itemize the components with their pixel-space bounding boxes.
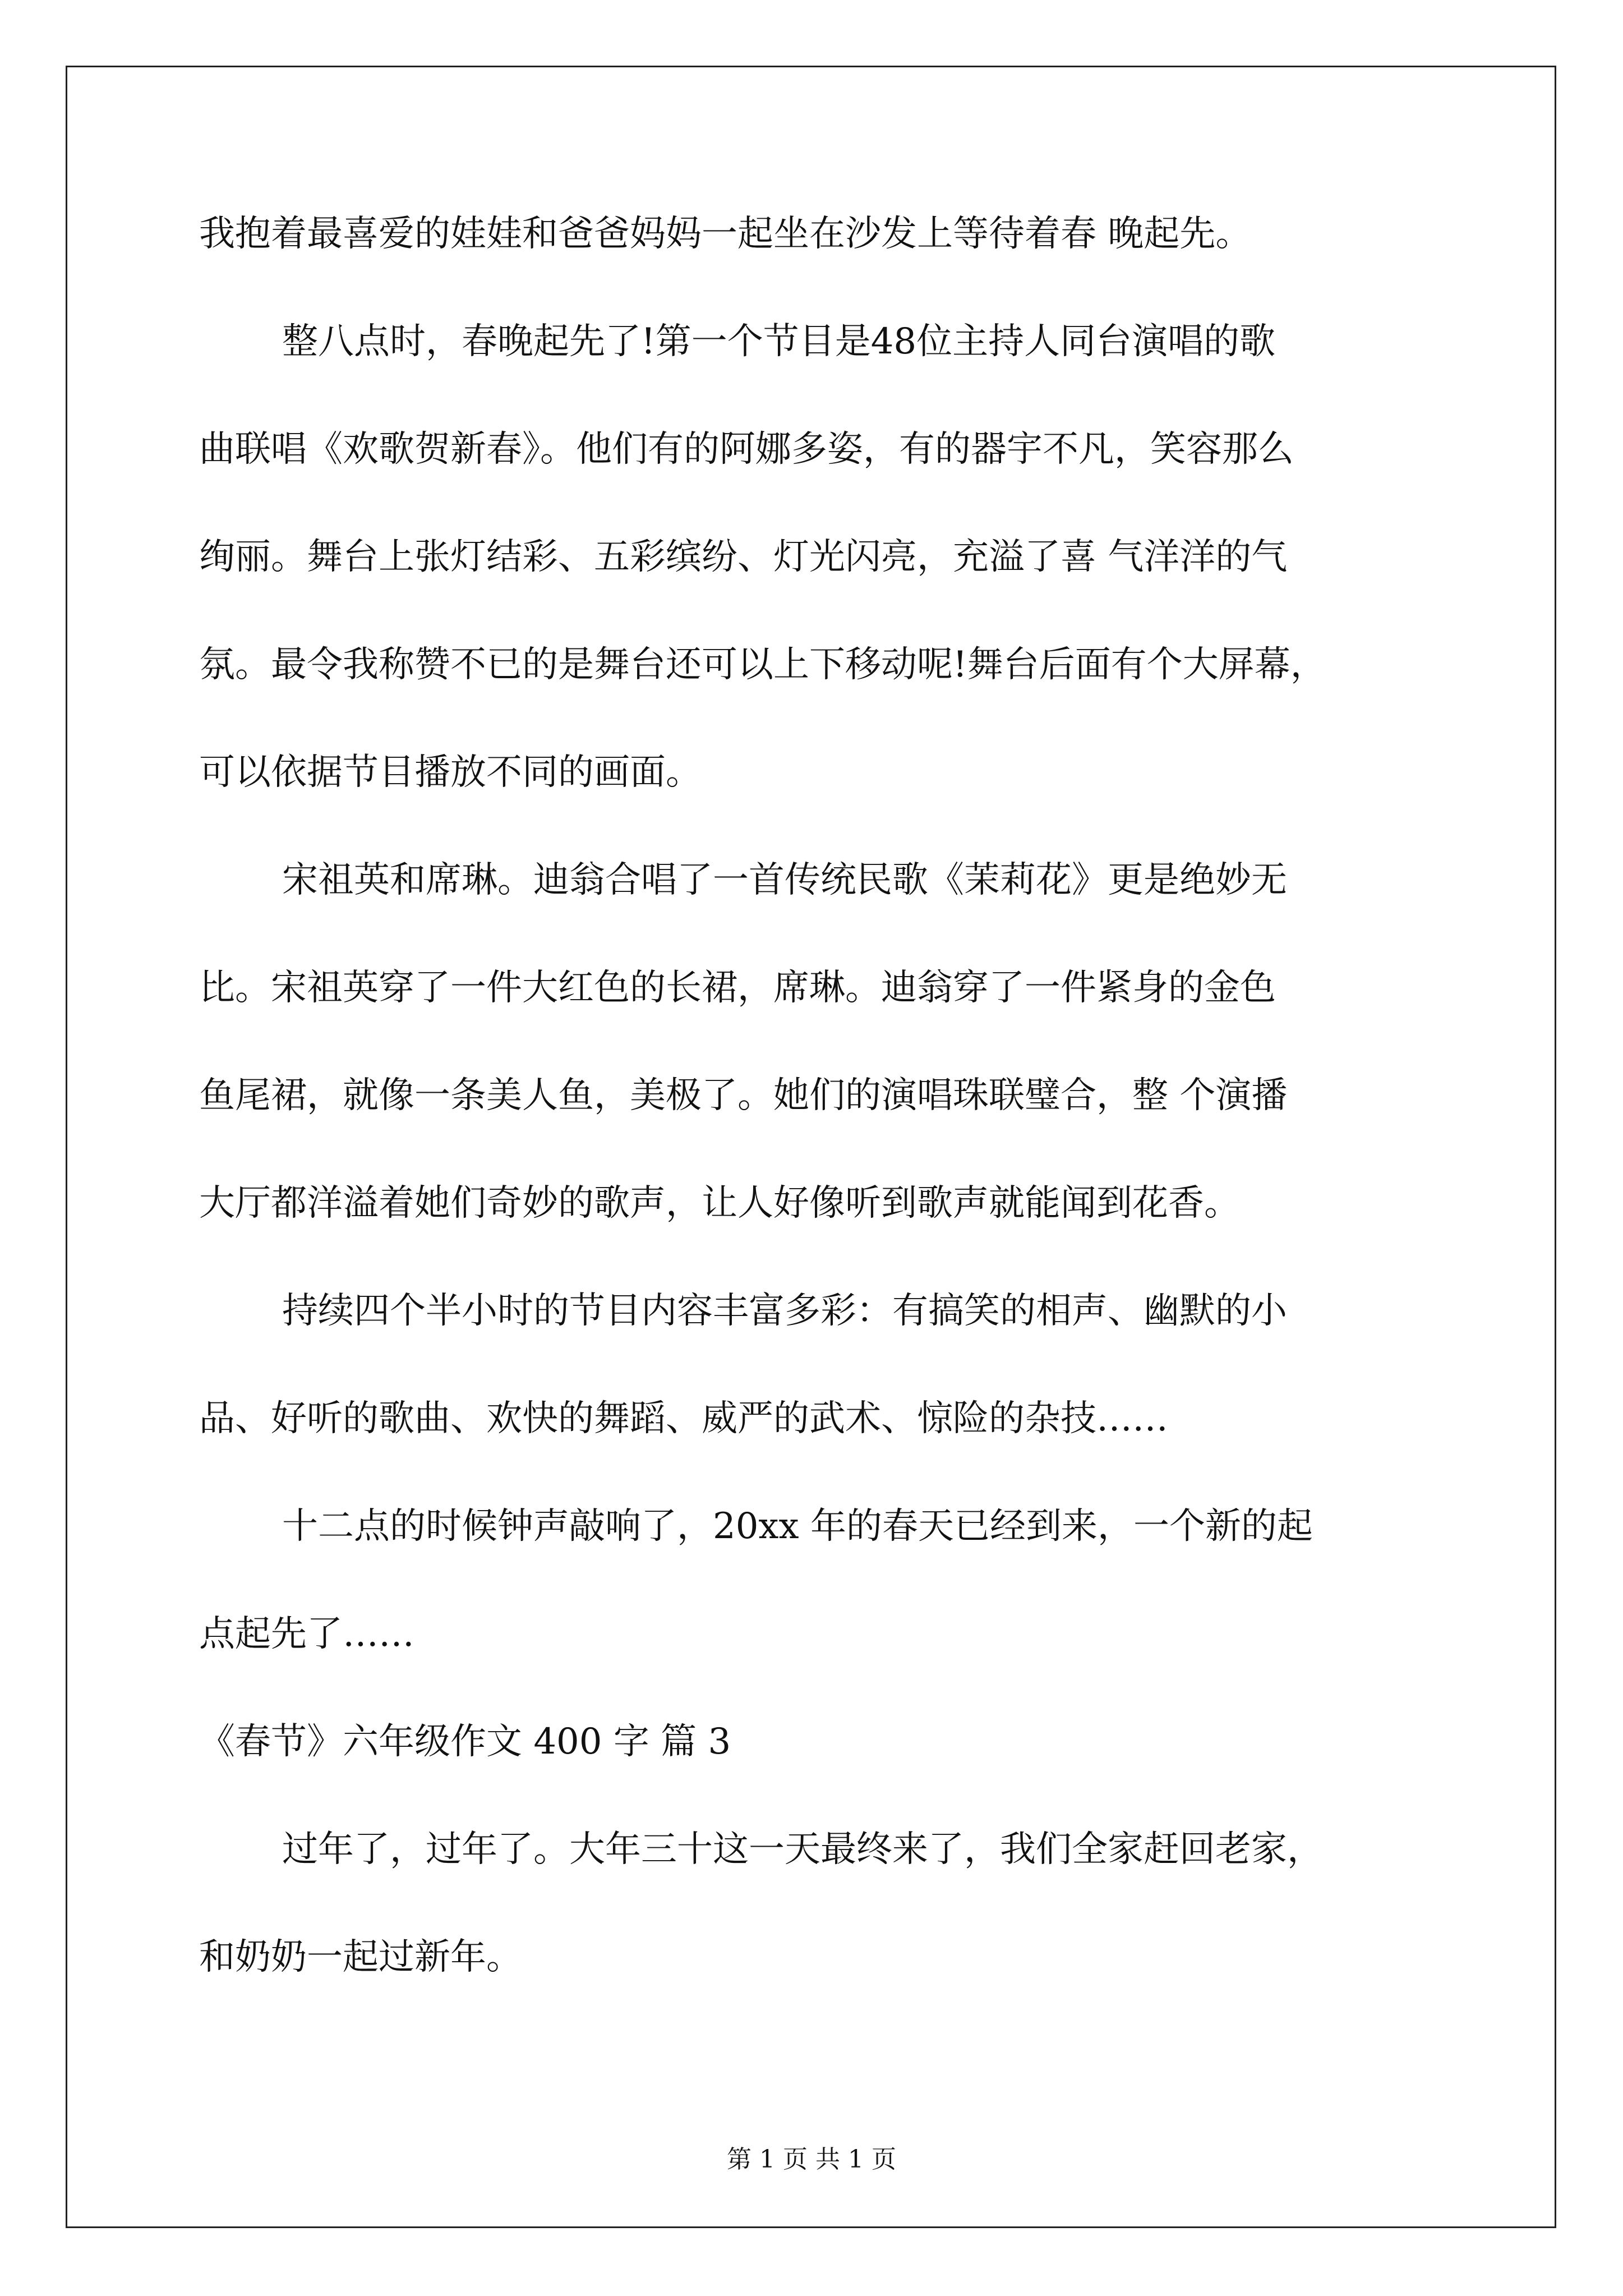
text-line: 绚丽。舞台上张灯结彩、五彩缤纷、灯光闪亮，充溢了喜 气洋洋的气 <box>199 536 1288 578</box>
document-body <box>199 208 1427 2039</box>
text-line: 品、好听的歌曲、欢快的舞蹈、威严的武术、惊险的杂技…… <box>199 1398 1168 1439</box>
text-line: 可以依据节目播放不同的画面。 <box>199 752 702 793</box>
text-line: 鱼尾裙，就像一条美人鱼，美极了。她们的演唱珠联璧合，整 个演播 <box>199 1075 1288 1116</box>
paragraph-start: 整八点时，春晚起先了!第一个节目是48位主持人同台演唱的歌 <box>282 321 1276 362</box>
paragraph-start: 十二点的时候钟声敲响了，20xx 年的春天已经到来，一个新的起 <box>282 1506 1313 1547</box>
text-line: 点起先了…… <box>199 1613 414 1655</box>
paragraph-start: 宋祖英和席琳。迪翁合唱了一首传统民歌《茉莉花》更是绝妙无 <box>282 859 1287 901</box>
text-line: 和奶奶一起过新年。 <box>199 1936 522 1978</box>
section-heading: 《春节》六年级作文 400 字 篇 3 <box>199 1721 731 1763</box>
text-line: 我抱着最喜爱的娃娃和爸爸妈妈一起坐在沙发上等待着春 晚起先。 <box>199 213 1252 255</box>
text-line: 比。宋祖英穿了一件大红色的长裙，席琳。迪翁穿了一件紧身的金色 <box>199 967 1276 1009</box>
text-line: 氛。最令我称赞不已的是舞台还可以上下移动呢!舞台后面有个大屏幕， <box>199 644 1326 685</box>
text-line: 大厅都洋溢着她们奇妙的歌声，让人好像听到歌声就能闻到花香。 <box>199 1182 1240 1224</box>
page-number-footer: 第 1 页 共 1 页 <box>727 2145 896 2174</box>
text-line: 曲联唱《欢歌贺新春》。他们有的阿娜多姿，有的器宇不凡，笑容那么 <box>199 429 1294 470</box>
paragraph-start: 持续四个半小时的节目内容丰富多彩：有搞笑的相声、幽默的小 <box>282 1290 1287 1332</box>
paragraph-start: 过年了，过年了。大年三十这一天最终来了，我们全家赶回老家， <box>282 1829 1323 1870</box>
